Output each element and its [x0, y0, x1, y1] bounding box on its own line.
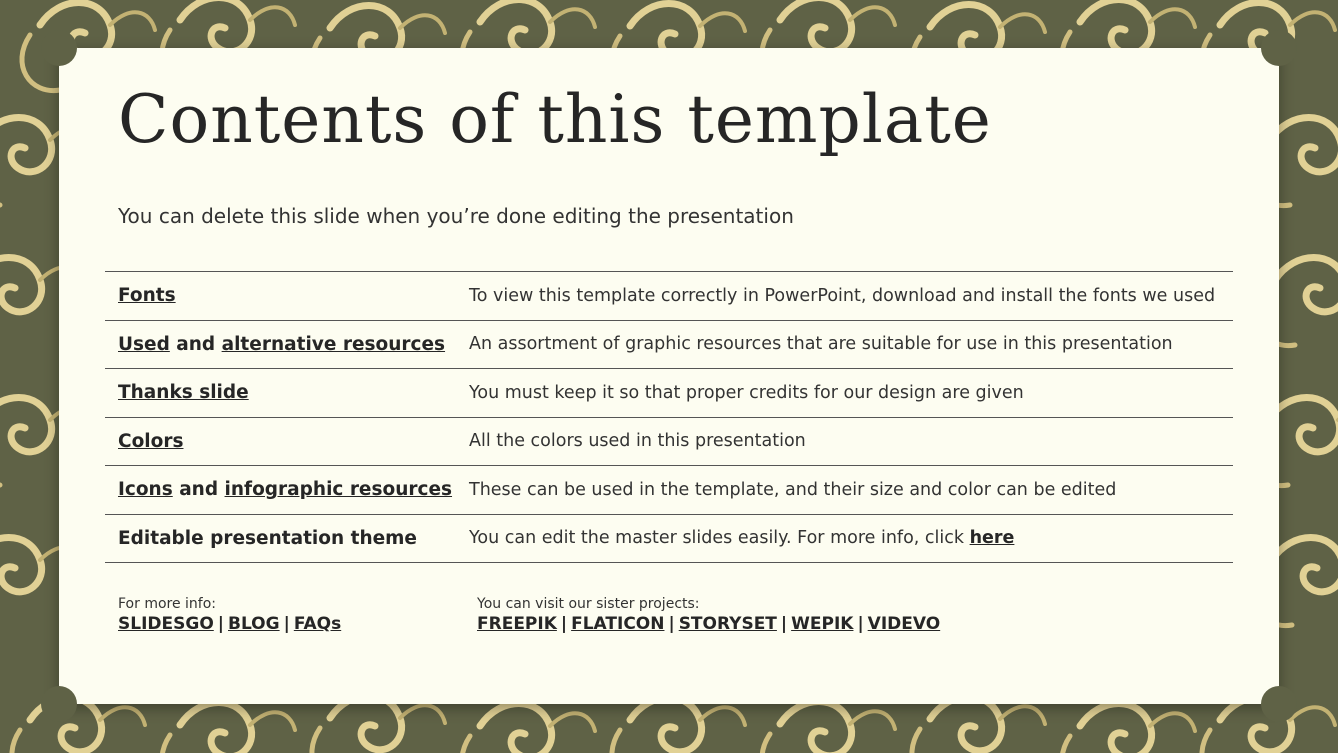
table-row — [105, 466, 1233, 515]
separator: | — [217, 614, 224, 634]
card-notch — [41, 686, 77, 722]
table-row — [105, 321, 1233, 370]
sister-projects-links — [477, 614, 940, 634]
description-cell: All the colors used in this presentation — [469, 431, 806, 452]
contents-table — [105, 271, 1233, 563]
content-card — [59, 48, 1279, 704]
description-cell — [469, 528, 1014, 548]
blog-link[interactable]: BLOG — [228, 614, 280, 634]
resource-cell — [118, 431, 183, 452]
connector-text: and — [172, 479, 225, 501]
more-info-label: For more info: — [118, 596, 217, 612]
sister-projects-footer — [477, 596, 940, 634]
card-notch — [41, 30, 77, 66]
slide-title: Contents of this template — [118, 81, 992, 158]
storyset-link[interactable]: STORYSET — [678, 614, 777, 634]
here-link[interactable]: here — [969, 528, 1015, 549]
separator: | — [560, 614, 568, 634]
flaticon-link[interactable]: FLATICON — [571, 614, 665, 634]
videvo-link[interactable]: VIDEVO — [867, 614, 941, 634]
slidesgo-link[interactable]: SLIDESGO — [118, 614, 214, 634]
description-cell: An assortment of graphic resources that are suitable for use in this presentation — [469, 334, 1173, 355]
more-info-footer — [118, 596, 341, 634]
separator: | — [780, 614, 788, 634]
separator: | — [668, 614, 675, 634]
separator: | — [857, 614, 864, 634]
resource-cell — [118, 334, 445, 355]
freepik-link[interactable]: FREEPIK — [477, 614, 557, 634]
editable-theme-label: Editable presentation theme — [118, 527, 417, 549]
description-cell: To view this template correctly in PowerPoint, download and install the fonts we used — [469, 285, 1216, 306]
resource-cell — [118, 285, 176, 306]
table-row — [105, 418, 1233, 467]
resource-cell — [118, 382, 249, 403]
table-row — [105, 515, 1233, 564]
fonts-link[interactable]: Fonts — [118, 285, 176, 307]
sister-projects-label: You can visit our sister projects: — [477, 596, 700, 612]
resource-cell — [118, 479, 452, 500]
used-resources-link[interactable]: Used — [118, 333, 170, 355]
table-row — [105, 272, 1233, 321]
colors-link[interactable]: Colors — [118, 430, 184, 452]
table-row — [105, 369, 1233, 418]
wepik-link[interactable]: WEPIK — [791, 614, 854, 634]
connector-text: and — [169, 333, 222, 355]
description-text: You can edit the master slides easily. For more info, click — [469, 528, 970, 549]
infographic-resources-link[interactable]: infographic resources — [224, 479, 453, 501]
faqs-link[interactable]: FAQs — [293, 614, 342, 634]
card-notch — [1261, 30, 1297, 66]
description-cell: You must keep it so that proper credits for our design are given — [469, 382, 1024, 403]
slide-subtitle: You can delete this slide when you’re done editing the presentation — [118, 204, 794, 228]
alternative-resources-link[interactable]: alternative resources — [221, 333, 446, 355]
card-notch — [1261, 686, 1297, 722]
separator: | — [283, 614, 290, 634]
description-cell: These can be used in the template, and their size and color can be edited — [469, 479, 1117, 500]
resource-cell — [118, 528, 417, 549]
icons-link[interactable]: Icons — [118, 479, 173, 501]
more-info-links — [118, 614, 341, 634]
thanks-slide-link[interactable]: Thanks slide — [118, 382, 249, 404]
